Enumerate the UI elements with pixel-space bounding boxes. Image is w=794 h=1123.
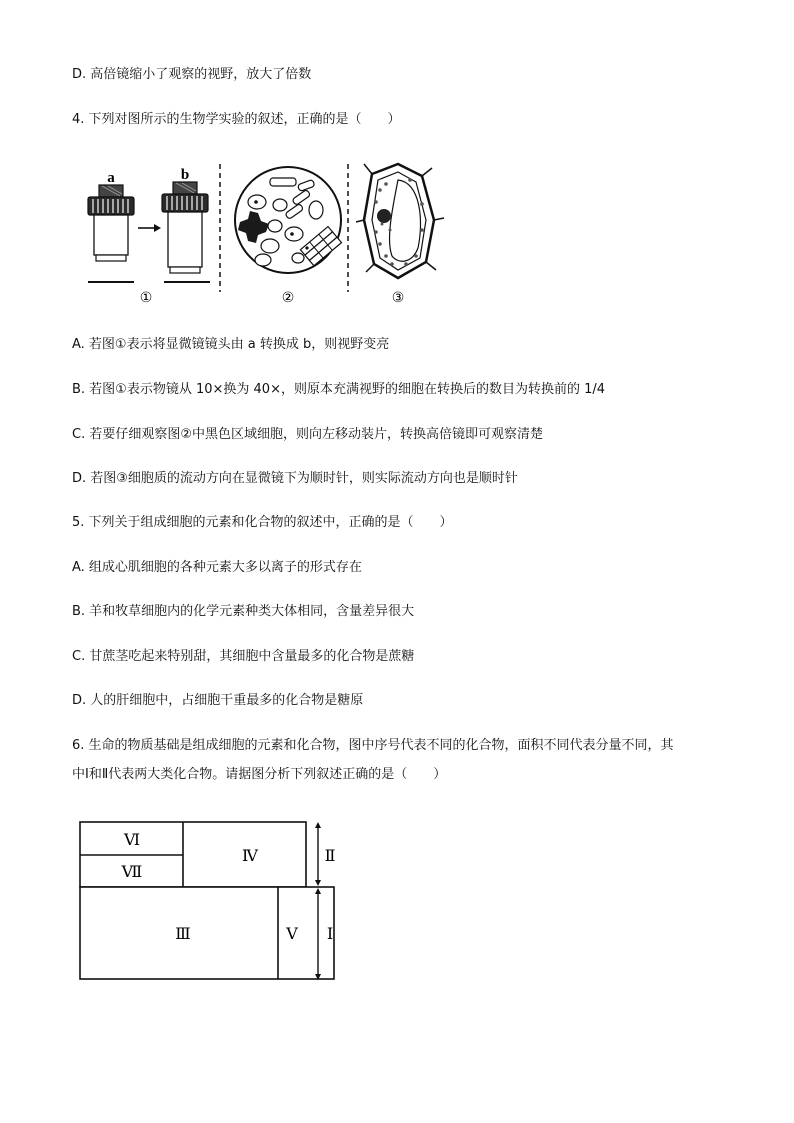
q5-option-d: D. 人的肝细胞中，占细胞干重最多的化合物是糖原 <box>72 693 364 708</box>
q4-option-a: A. 若图①表示将显微镜镜头由 a 转换成 b，则视野变亮 <box>72 337 390 352</box>
objective-lens-a <box>88 185 134 261</box>
objective-lens-b <box>162 182 208 273</box>
q5-option-c: C. 甘蔗茎吃起来特别甜，其细胞中含量最多的化合物是蔗糖 <box>72 649 415 664</box>
figure-microscope-experiments <box>80 160 450 310</box>
plant-cell <box>356 164 444 278</box>
q5-stem: 5. 下列关于组成细胞的元素和化合物的叙述中，正确的是（ ） <box>72 515 453 530</box>
region-VI: Ⅵ <box>123 830 141 849</box>
arrow-icon <box>138 224 161 232</box>
region-V: Ⅴ <box>286 924 298 943</box>
q4-option-b: B. 若图①表示物镜从 10×换为 40×，则原本充满视野的细胞在转换后的数目为转换前的 1/4 <box>72 382 606 397</box>
region-IV: Ⅳ <box>242 846 258 865</box>
region-VII: Ⅶ <box>121 862 143 881</box>
panel-1-label: ① <box>139 290 153 306</box>
microscope-field-of-view <box>235 167 342 273</box>
label-a: a <box>107 170 115 186</box>
q6-stem-line1: 6. 生命的物质基础是组成细胞的元素和化合物，图中序号代表不同的化合物，面积不同代表分量不同，其 <box>72 738 674 753</box>
figure-compound-areas <box>76 818 346 986</box>
q3-option-d: D. 高倍镜缩小了观察的视野，放大了倍数 <box>72 67 312 82</box>
category-I: Ⅰ <box>326 924 334 943</box>
q5-option-b: B. 羊和牧草细胞内的化学元素种类大体相同，含量差异很大 <box>72 604 415 619</box>
q4-option-d: D. 若图③细胞质的流动方向在显微镜下为顺时针，则实际流动方向也是顺时针 <box>72 471 518 486</box>
label-b: b <box>180 167 190 183</box>
category-II: Ⅱ <box>324 846 336 865</box>
q4-stem: 4. 下列对图所示的生物学实验的叙述，正确的是（ ） <box>72 112 401 127</box>
region-III: Ⅲ <box>175 924 191 943</box>
panel-3-label: ③ <box>391 290 405 306</box>
q5-option-a: A. 组成心肌细胞的各种元素大多以离子的形式存在 <box>72 560 362 575</box>
q6-stem-line2: 中Ⅰ和Ⅱ代表两大类化合物。请据图分析下列叙述正确的是（ ） <box>72 767 447 782</box>
arrow-II-icon <box>315 822 321 886</box>
q4-option-c: C. 若要仔细观察图②中黑色区域细胞，则向左移动装片，转换高倍镜即可观察清楚 <box>72 427 543 442</box>
panel-2-label: ② <box>281 290 295 306</box>
